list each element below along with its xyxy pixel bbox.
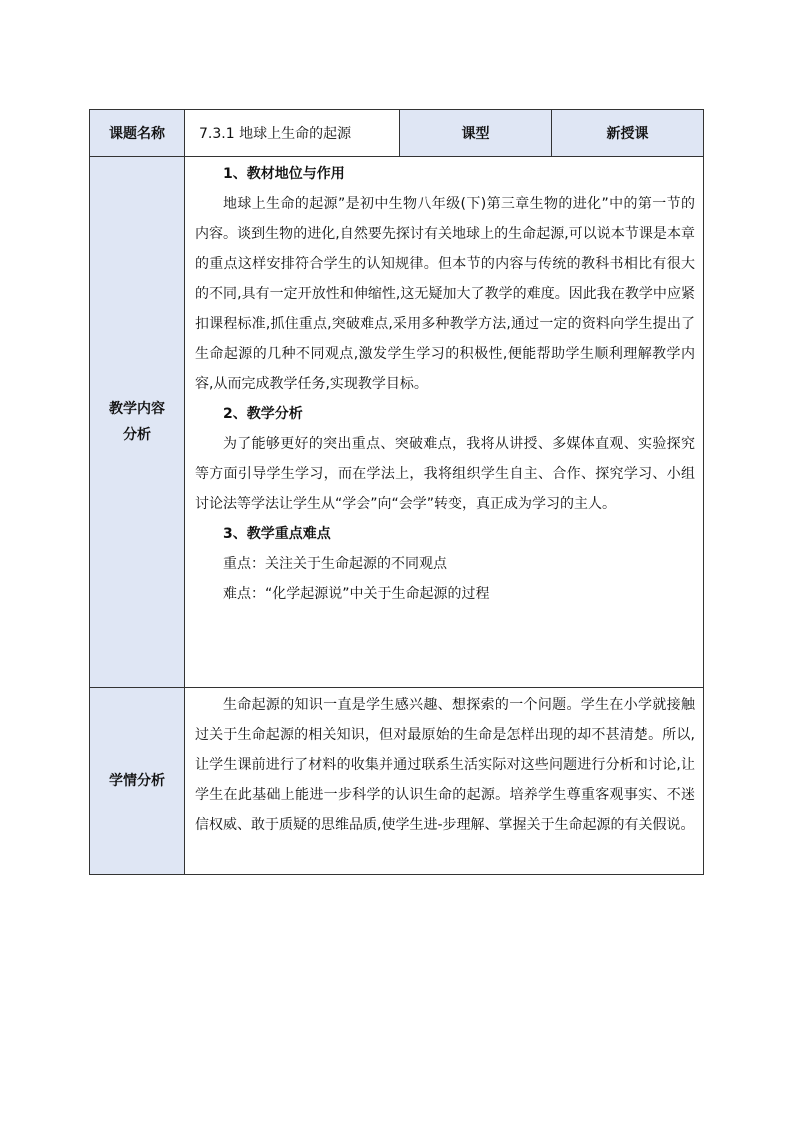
student-analysis-label: 学情分析 <box>90 688 185 875</box>
topic-label: 课题名称 <box>90 110 185 157</box>
section2-text: 为了能够更好的突出重点、突破难点，我将从讲授、多媒体直观、实验探究等方面引导学生学习，而在学法上，我将组织学生自主、合作、探究学习、小组讨论法等学法让学生从“学会”向“会学”转变，真正成为学习的主人。 <box>195 436 695 512</box>
header-row <box>90 110 704 157</box>
content-analysis-label-line1: 教学内容 <box>109 401 165 417</box>
student-analysis-text: 生命起源的知识一直是学生感兴趣、想探索的一个问题。学生在小学就接触过关于生命起源的相关知识，但对最原始的生命是怎样出现的却不甚清楚。所以,让学生课前进行了材料的收集并通过联系生活实际对这些问题进行分析和讨论,让学生在此基础上能进一步科学的认识生命的起源。培养学生尊重客观事实、不迷信权威、敢于质疑的思维品质,使学生进-步理解、掌握关于生命起源的有关假说。 <box>195 697 695 833</box>
difficult-point: 难点：“化学起源说”中关于生命起源的过程 <box>223 586 490 602</box>
section1-text: 地球上生命的起源”是初中生物八年级(下)第三章生物的进化”中的第一节的内容。谈到生物的进化,自然要先探讨有关地球上的生命起源,可以说本节课是本章的重点这样安排符合学生的认知规律。但本节的内容与传统的教科书相比有很大的不同,具有一定开放性和伸缩性,这无疑加大了教学的难度。因此我在教学中应紧扣课程标准,抓住重点,突破难点,采用多种教学方法,通过一定的资料向学生提出了生命起源的几种不同观点,激发学生学习的积极性,便能帮助学生顺利理解教学内容,从而完成教学任务,实现教学目标。 <box>195 196 695 392</box>
content-analysis-row <box>90 157 704 688</box>
student-analysis-body <box>185 688 704 875</box>
content-analysis-body <box>185 157 704 688</box>
student-analysis-row <box>90 688 704 875</box>
section2-heading: 2、教学分析 <box>223 406 303 422</box>
section3-heading: 3、教学重点难点 <box>223 526 331 542</box>
key-point: 重点：关注关于生命起源的不同观点 <box>223 556 447 572</box>
lesson-type-label: 课型 <box>400 110 552 157</box>
section1-heading: 1、教材地位与作用 <box>223 166 345 182</box>
content-analysis-label-line2: 分析 <box>123 427 151 443</box>
content-analysis-label <box>90 157 185 688</box>
lesson-type-value: 新授课 <box>552 110 704 157</box>
topic-value: 7.3.1 地球上生命的起源 <box>185 110 400 157</box>
lesson-plan-table <box>89 109 704 875</box>
